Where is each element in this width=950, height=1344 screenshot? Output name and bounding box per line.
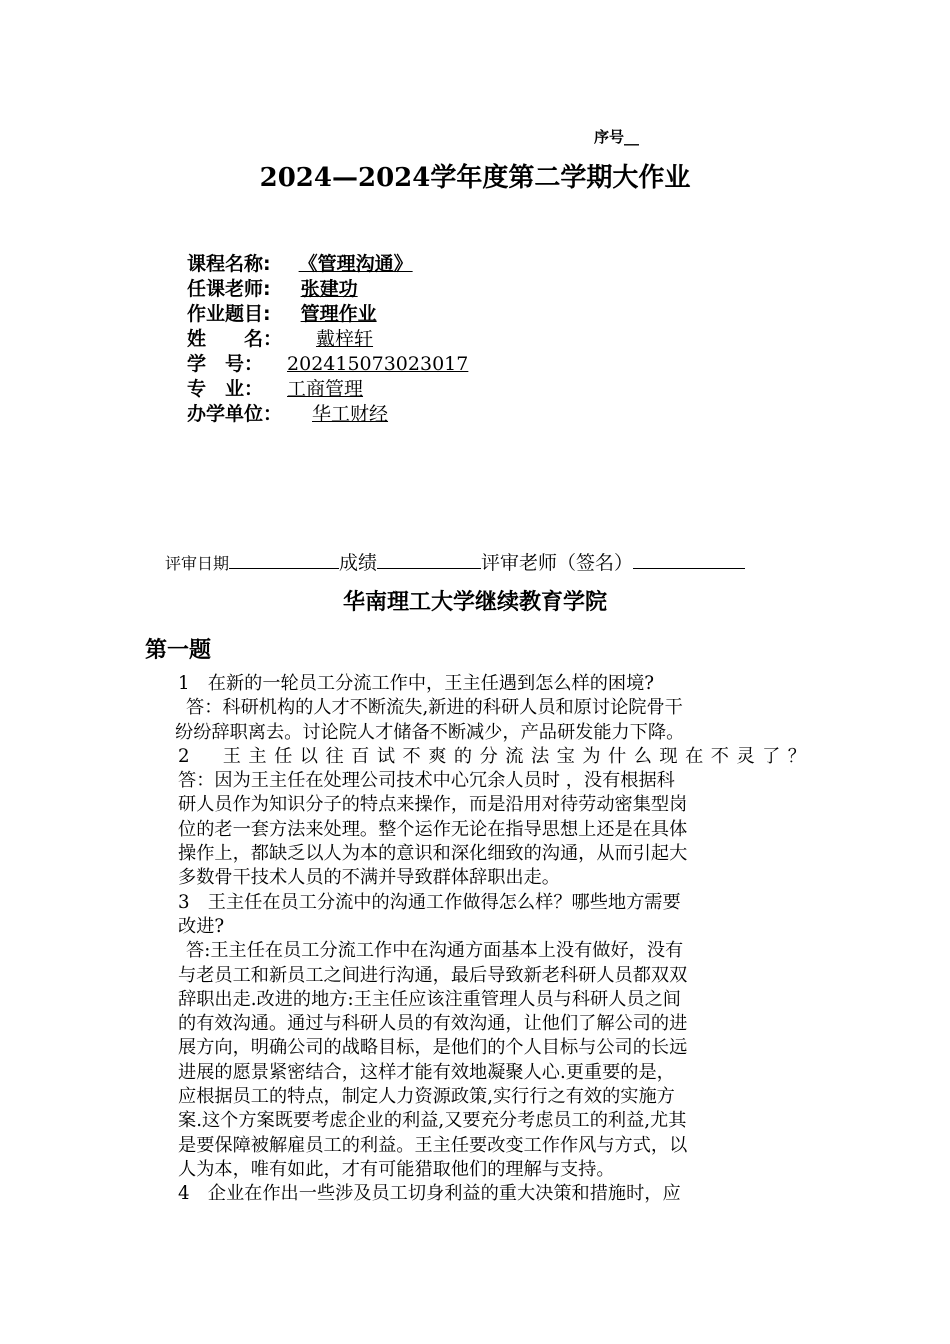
- body-line: 答：因为王主任在处理公司技术中心冗余人员时 ，没有根据科: [178, 770, 675, 792]
- body-line: 多数骨干技术人员的不满并导致群体辞职出走。: [178, 867, 560, 889]
- body-line: 展方向，明确公司的战略目标，是他们的个人目标与公司的长远: [178, 1037, 688, 1059]
- body-line: 纷纷辞职离去。讨论院人才储备不断减少，产品研发能力下降。: [175, 721, 685, 743]
- body-line: 是要保障被解雇员工的利益。王主任要改变工作作风与方式，以: [178, 1134, 688, 1156]
- body-line: 人为本，唯有如此，才有可能猎取他们的理解与支持。: [178, 1158, 615, 1180]
- review-date-label: 评审日期: [165, 554, 230, 573]
- body-line: 研人员作为知识分子的特点来操作，而是沿用对待劳动密集型岗: [178, 794, 688, 816]
- school-name: 华南理工大学继续教育学院: [342, 590, 607, 615]
- body-line: 2 王主任以往百试不爽的分流法宝为什么现在不灵了？: [178, 745, 806, 767]
- major-value: 工商管理: [287, 378, 364, 400]
- answer-body: [175, 672, 806, 1207]
- reviewer-signature-blank: [633, 550, 745, 569]
- student-id-value: 202415073023017: [287, 353, 469, 375]
- body-line: 案.这个方案既要考虑企业的利益,又要充分考虑员工的利益,尤其: [178, 1110, 687, 1132]
- name-row: [187, 324, 578, 351]
- topic-label: 作业题目:: [187, 303, 271, 325]
- body-line: 的有效沟通。通过与科研人员的有效沟通，让他们了解公司的进: [178, 1013, 688, 1035]
- serial-number: 序号__: [594, 128, 640, 146]
- reviewer-label: 评审老师（签名）: [481, 552, 634, 574]
- body-line: 4 企业在作出一些涉及员工切身利益的重大决策和措施时，应: [178, 1183, 681, 1205]
- score-blank: [377, 550, 481, 569]
- review-date-blank: [229, 550, 339, 569]
- student-id-label: 学 号：: [187, 353, 264, 375]
- body-line: 改进?: [178, 915, 225, 937]
- body-line: 应根据员工的特点，制定人力资源政策,实行行之有效的实施方: [178, 1086, 675, 1108]
- body-line: 辞职出走.改进的地方:王主任应该注重管理人员与科研人员之间: [178, 988, 681, 1010]
- body-line: 与老员工和新员工之间进行沟通，最后导致新老科研人员都双双: [178, 964, 688, 986]
- major-row: [187, 374, 387, 401]
- unit-label: 办学单位：: [187, 403, 283, 425]
- student-id-row: [187, 349, 469, 376]
- body-line: 答：科研机构的人才不断流失,新进的科研人员和原讨论院骨干: [186, 697, 683, 719]
- review-line: [165, 548, 745, 575]
- body-line: 3 王主任在员工分流中的沟通工作做得怎么样？哪些地方需要: [178, 891, 681, 913]
- unit-value: 华工财经: [312, 403, 389, 425]
- course-row: [187, 249, 643, 276]
- name-label: 姓 名：: [187, 328, 283, 350]
- unit-row: [187, 399, 404, 426]
- name-value: 戴梓轩: [316, 328, 374, 350]
- body-line: 1 在新的一轮员工分流工作中，王主任遇到怎么样的困境?: [178, 673, 655, 694]
- course-value: 《管理沟通》: [298, 253, 413, 275]
- body-line: 进展的愿景紧密结合，这样才能有效地凝聚人心.更重要的是，: [178, 1061, 675, 1083]
- major-label: 专 业：: [187, 378, 264, 400]
- body-line: 位的老一套方法来处理。整个运作无论在指导思想上还是在具体: [178, 818, 688, 840]
- course-label: 课程名称:: [187, 253, 271, 275]
- section-title: 第一题: [145, 638, 212, 663]
- teacher-label: 任课老师:: [187, 278, 271, 300]
- body-line: 操作上，都缺乏以人为本的意识和深化细致的沟通，从而引起大: [178, 843, 688, 865]
- teacher-row: [187, 274, 565, 301]
- teacher-value: 张建功: [300, 278, 358, 300]
- score-label: 成绩: [339, 552, 378, 574]
- topic-row: [187, 299, 599, 326]
- document-title: 2024—2024学年度第二学期大作业: [259, 163, 691, 193]
- body-line: 答:王主任在员工分流工作中在沟通方面基本上没有做好，没有: [186, 940, 684, 962]
- topic-value: 管理作业: [300, 303, 377, 325]
